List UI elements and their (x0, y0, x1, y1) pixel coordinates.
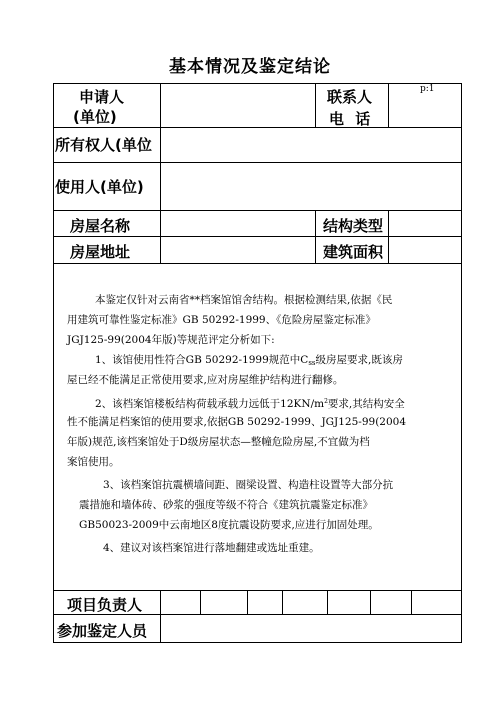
conclusion-line: JGJ125-99(2004年版)等规范评定分析如下: (67, 334, 275, 346)
conclusion-line: 4、建议对该档案馆进行落地翻建或选址重建。 (103, 542, 320, 554)
table-line (388, 210, 389, 263)
user-label: 使用人(单位) (55, 178, 144, 196)
table-line (160, 590, 161, 642)
house-name-label: 房屋名称 (70, 217, 131, 235)
table-line (200, 590, 201, 614)
conclusion-line (95, 392, 405, 414)
table-line (282, 590, 283, 614)
conclusion-line: 用建筑可靠性鉴定标准》GB 50292-1999、《危险房屋鉴定标准》 (67, 314, 376, 326)
page-title: 基本情况及鉴定结论 (169, 57, 331, 77)
table-line (160, 83, 161, 263)
table-line (461, 83, 462, 643)
conclusion-text-part: 2、该档案馆楼板结构荷载承载力远低于12KN/m (95, 398, 325, 410)
conclusion-line: GB50023-2009中云南地区8度抗震设防要求,应进行加固处理。 (79, 519, 379, 531)
building-area-label: 建筑面积 (323, 243, 384, 261)
grade-subscript: ss (308, 359, 316, 367)
table-line (53, 83, 54, 643)
unit-superscript: 2 (324, 398, 328, 405)
conclusion-line: 3、该档案馆抗震横墙间距、圈梁设置、构造柱设置等大部分抗 (103, 479, 394, 491)
table-line (53, 83, 462, 84)
conclusion-line: 性不能满足档案馆的使用要求,依据GB 50292-1999、JGJ125-99(2004 (67, 416, 407, 428)
table-line (53, 127, 462, 128)
structure-type-label: 结构类型 (323, 217, 384, 235)
table-line (53, 590, 462, 591)
conclusion-line: 震措施和墙体砖、砂浆的强度等级不符合《建筑抗震鉴定标准》 (79, 499, 373, 511)
conclusion-text-part: 级房屋要求,既该房 (315, 354, 403, 366)
conclusion-text-part: 要求,其结构安全 (327, 398, 405, 410)
table-line (247, 590, 248, 614)
participants-label: 参加鉴定人员 (57, 622, 148, 640)
table-line (388, 83, 389, 127)
conclusion-line: 本鉴定仅针对云南省**档案馆馆舍结构。根据检测结果,依据《民 (95, 294, 393, 306)
table-line (53, 263, 462, 264)
table-line (53, 236, 462, 237)
table-line (53, 162, 462, 163)
page-label: p:1 (420, 84, 435, 94)
table-line (315, 83, 316, 127)
table-line (370, 590, 371, 614)
applicant-unit-label: (单位) (73, 108, 117, 126)
table-line (411, 590, 412, 614)
conclusion-line: 年版)规范,该档案馆处于D级房屋状态—整幢危险房屋,不宜做为档 (67, 436, 370, 448)
house-address-label: 房屋地址 (70, 243, 131, 261)
table-line (315, 210, 316, 263)
conclusion-line: 案馆使用。 (67, 456, 120, 468)
conclusion-line: 屋已经不能满足正常使用要求,应对房屋维护结构进行翻修。 (67, 374, 344, 386)
phone-label: 电 话 (329, 110, 374, 128)
table-line (327, 590, 328, 614)
table-line (53, 642, 462, 643)
contact-label: 联系人 (327, 88, 373, 106)
applicant-label: 申请人 (79, 88, 125, 106)
table-line (53, 210, 462, 211)
project-lead-label: 项目负责人 (67, 596, 143, 614)
owner-label: 所有权人(单位 (55, 136, 152, 154)
conclusion-text-part: 1、该馆使用性符合GB 50292-1999规范中C (95, 354, 309, 366)
